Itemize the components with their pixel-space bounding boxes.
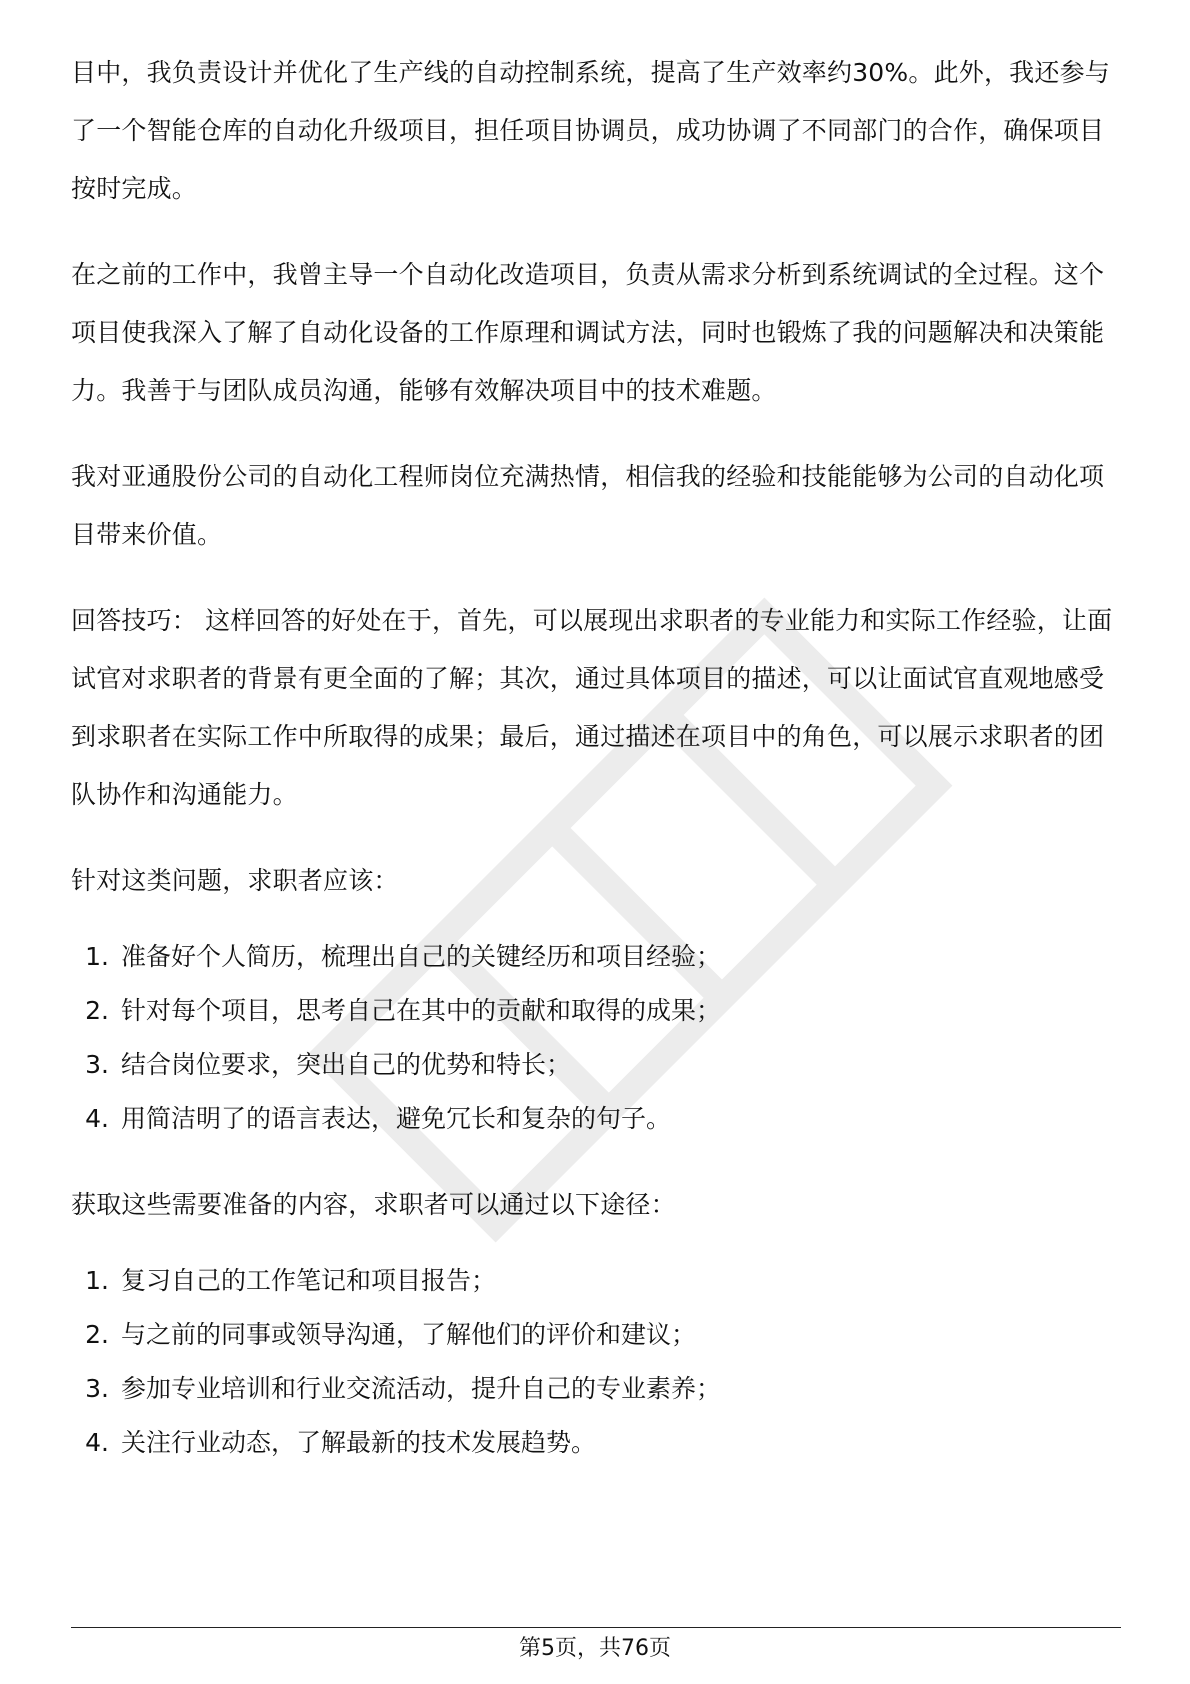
paragraph-answer-tips: 回答技巧： 这样回答的好处在于，首先，可以展现出求职者的专业能力和实际工作经验，让面试官对求职者的背景有更全面的了解；其次，通过具体项目的描述，可以让面试官直观地感受到求职者在实际工作中所取得的成果；最后，通过描述在项目中的角色，可以展示求职者的团队协作和沟通能力。 <box>71 606 1113 809</box>
footer-divider <box>71 1627 1121 1628</box>
list-item: 4. 关注行业动态，了解最新的技术发展趋势。 <box>85 1428 597 1457</box>
list-item: 3. 参加专业培训和行业交流活动，提升自己的专业素养； <box>85 1374 722 1403</box>
list-item: 4. 用简洁明了的语言表达，避免冗长和复杂的句子。 <box>85 1104 672 1133</box>
list-item: 1. 复习自己的工作笔记和项目报告； <box>85 1266 497 1295</box>
list-item: 3. 结合岗位要求，突出自己的优势和特长； <box>85 1050 572 1079</box>
paragraph-enthusiasm: 我对亚通股份公司的自动化工程师岗位充满热情，相信我的经验和技能能够为公司的自动化项目带来价值。 <box>71 462 1105 549</box>
list-item: 1. 准备好个人简历，梳理出自己的关键经历和项目经验； <box>85 942 722 971</box>
sources-list <box>71 1254 1121 1470</box>
paragraph-sources-intro: 获取这些需要准备的内容，求职者可以通过以下途径： <box>71 1190 676 1219</box>
list-item: 2. 与之前的同事或领导沟通，了解他们的评价和建议； <box>85 1320 697 1349</box>
paragraph-previous-work: 在之前的工作中，我曾主导一个自动化改造项目，负责从需求分析到系统调试的全过程。这个项目使我深入了解了自动化设备的工作原理和调试方法，同时也锻炼了我的问题解决和决策能力。我善于与团队成员沟通，能够有效解决项目中的技术难题。 <box>71 260 1105 405</box>
document-body <box>71 44 1121 1500</box>
list-item: 2. 针对每个项目，思考自己在其中的贡献和取得的成果； <box>85 996 722 1025</box>
page-number: 第5页，共76页 <box>519 1636 671 1661</box>
paragraph-project-experience: 目中，我负责设计并优化了生产线的自动控制系统，提高了生产效率约30%。此外，我还参与了一个智能仓库的自动化升级项目，担任项目协调员，成功协调了不同部门的合作，确保项目按时完成。 <box>71 58 1110 203</box>
preparation-list <box>71 930 1121 1146</box>
paragraph-list-intro: 针对这类问题，求职者应该： <box>71 866 399 895</box>
